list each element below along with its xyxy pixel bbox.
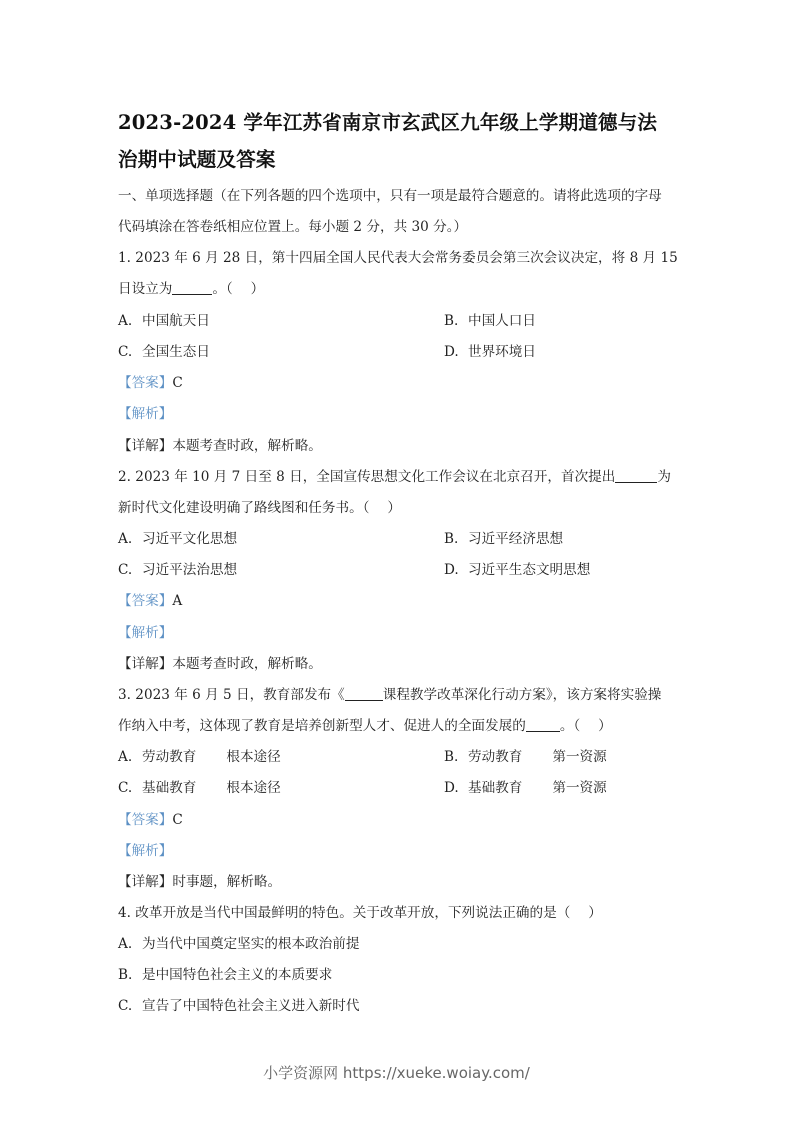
option-letter: D.	[444, 780, 459, 796]
answer-label: 【答案】	[118, 593, 173, 609]
question-4-option-a	[118, 934, 360, 954]
option-letter: C.	[118, 998, 133, 1014]
option-text: 基础教育	[468, 780, 523, 796]
title-line-2: 治期中试题及答案	[118, 148, 276, 171]
question-4-stem: 4. 改革开放是当代中国最鲜明的特色。关于改革开放，下列说法正确的是（ ）	[118, 905, 602, 921]
question-2-option-d	[444, 560, 590, 580]
option-letter: C.	[118, 562, 133, 578]
option-text: 宣告了中国特色社会主义进入新时代	[142, 998, 360, 1014]
answer-label: 【答案】	[118, 812, 173, 828]
option-text: 习近平经济思想	[468, 531, 564, 547]
option-text: 习近平生态文明思想	[468, 562, 591, 578]
option-text: 是中国特色社会主义的本质要求	[142, 967, 333, 983]
question-3-option-d	[444, 778, 607, 798]
option-text-2: 根本途径	[226, 780, 281, 796]
option-text: 劳动教育	[142, 749, 197, 765]
option-text: 世界环境日	[468, 344, 536, 360]
analysis-label: 【解析】	[118, 843, 173, 859]
question-1-analysis	[118, 404, 172, 424]
title-line-1: 2023-2024 学年江苏省南京市玄武区九年级上学期道德与法	[118, 111, 658, 134]
option-text: 中国航天日	[142, 313, 210, 329]
question-4-option-b	[118, 965, 332, 985]
option-text: 为当代中国奠定坚实的根本政治前提	[142, 936, 360, 952]
question-3-detail	[118, 872, 281, 892]
section-instructions-line-1: 一、单项选择题（在下列各题的四个选项中，只有一项是最符合题意的。请将此选项的字母	[118, 188, 662, 204]
fill-blank	[172, 280, 212, 295]
answer-value: C	[172, 375, 183, 391]
option-letter: C.	[118, 780, 133, 796]
option-letter: B.	[444, 531, 459, 547]
option-text: 全国生态日	[142, 344, 210, 360]
option-letter: D.	[444, 562, 459, 578]
answer-value: C	[172, 812, 183, 828]
question-3-option-a	[118, 747, 281, 767]
question-4-option-c	[118, 996, 360, 1016]
question-2-stem-line-2: 新时代文化建设明确了路线图和任务书。（ ）	[118, 500, 401, 516]
detail-text: 本题考查时政，解析略。	[172, 656, 322, 672]
question-2-option-a	[118, 529, 237, 549]
question-1-option-d	[444, 342, 536, 362]
question-3-stem-post: 课程教学改革深化行动方案》，该方案将实验操	[382, 687, 662, 703]
option-letter: B.	[444, 313, 459, 329]
question-2-analysis	[118, 623, 172, 643]
page-title	[118, 104, 678, 178]
question-2-stem-pre: 2. 2023 年 10 月 7 日至 8 日，全国宣传思想文化工作会议在北京召开，首次提出	[118, 469, 616, 485]
option-text: 中国人口日	[468, 313, 536, 329]
question-2-option-b	[444, 529, 563, 549]
option-letter: A.	[118, 749, 133, 765]
question-1-option-b	[444, 311, 536, 331]
question-1-stem-pre: 日设立为	[118, 281, 173, 297]
fill-blank	[345, 686, 383, 701]
answer-label: 【答案】	[118, 375, 173, 391]
option-letter: B.	[444, 749, 459, 765]
footer-watermark: 小学资源网 https://xueke.woiay.com/	[263, 1064, 530, 1082]
question-3-answer	[118, 810, 183, 830]
question-1-stem-line-1: 1. 2023 年 6 月 28 日，第十四届全国人民代表大会常务委员会第三次会议决定，将 8 月 15	[118, 250, 678, 266]
fill-blank	[615, 468, 657, 483]
detail-text: 本题考查时政，解析略。	[172, 438, 322, 454]
question-1-option-c	[118, 342, 210, 362]
question-3-stem-line-2	[118, 716, 612, 736]
question-2-detail	[118, 654, 322, 674]
question-2-option-c	[118, 560, 237, 580]
question-3-stem2-post: 。（ ）	[559, 718, 612, 734]
option-letter: D.	[444, 344, 459, 360]
question-3-stem-pre: 3. 2023 年 6 月 5 日，教育部发布《	[118, 687, 345, 703]
option-text: 习近平文化思想	[142, 531, 238, 547]
detail-label: 【详解】	[118, 438, 173, 454]
option-text-2: 第一资源	[552, 749, 607, 765]
question-3-analysis	[118, 841, 172, 861]
section-instructions-line-2: 代码填涂在答卷纸相应位置上。每小题 2 分，共 30 分。）	[118, 219, 468, 235]
option-letter: B.	[118, 967, 133, 983]
answer-value: A	[172, 593, 183, 609]
option-letter: A.	[118, 531, 133, 547]
question-3-stem2-pre: 作纳入中考，这体现了教育是培养创新型人才、促进人的全面发展的	[118, 718, 526, 734]
question-1-option-a	[118, 311, 210, 331]
option-text: 基础教育	[142, 780, 197, 796]
question-1-stem-post: 。（ ）	[212, 281, 265, 297]
question-2-stem-line-1	[118, 467, 671, 487]
question-1-detail	[118, 436, 322, 456]
question-3-option-c	[118, 778, 281, 798]
analysis-label: 【解析】	[118, 406, 173, 422]
option-letter: A.	[118, 313, 133, 329]
question-2-stem-post: 为	[657, 469, 671, 485]
question-1-answer	[118, 373, 183, 393]
detail-label: 【详解】	[118, 874, 173, 890]
question-2-answer	[118, 591, 182, 611]
option-letter: A.	[118, 936, 133, 952]
question-1-stem-line-2	[118, 279, 264, 299]
option-text: 劳动教育	[468, 749, 523, 765]
option-text-2: 第一资源	[552, 780, 607, 796]
detail-label: 【详解】	[118, 656, 173, 672]
detail-text: 时事题，解析略。	[172, 874, 282, 890]
option-letter: C.	[118, 344, 133, 360]
option-text-2: 根本途径	[226, 749, 281, 765]
fill-blank	[526, 717, 560, 732]
analysis-label: 【解析】	[118, 625, 173, 641]
option-text: 习近平法治思想	[142, 562, 238, 578]
question-3-option-b	[444, 747, 607, 767]
question-3-stem-line-1	[118, 685, 661, 705]
